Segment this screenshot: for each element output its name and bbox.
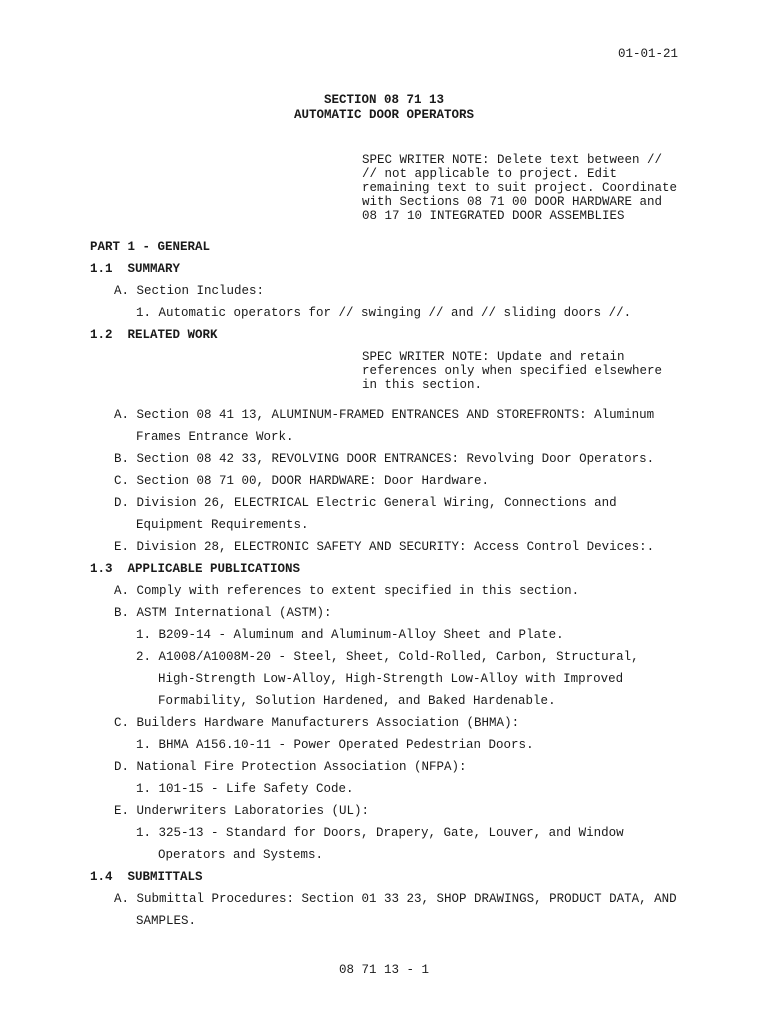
section-title: AUTOMATIC DOOR OPERATORS — [293, 108, 475, 122]
paragraph: A. Section Includes: — [114, 284, 265, 298]
note-line: remaining text to suit project. Coordinate — [362, 181, 678, 195]
paragraph: B. Section 08 42 33, REVOLVING DOOR ENTRANCES: Revolving Door Operators. — [114, 452, 655, 466]
article-heading-related-work: 1.2 RELATED WORK — [90, 328, 218, 342]
paragraph: C. Builders Hardware Manufacturers Association (BHMA): — [114, 716, 520, 730]
note-line: 08 17 10 INTEGRATED DOOR ASSEMBLIES — [362, 209, 625, 223]
article-heading-submittals: 1.4 SUBMITTALS — [90, 870, 203, 884]
subparagraph: 1. 101-15 - Life Safety Code. — [136, 782, 354, 796]
section-number: SECTION 08 71 13 — [323, 93, 445, 107]
page-number: 08 71 13 - 1 — [338, 963, 429, 977]
subparagraph: 1. Automatic operators for // swinging // and // sliding doors //. — [136, 306, 632, 320]
note-line: // not applicable to project. Edit — [362, 167, 618, 181]
note-line: SPEC WRITER NOTE: Delete text between // — [362, 153, 663, 167]
subparagraph: 1. BHMA A156.10-11 - Power Operated Pedestrian Doors. — [136, 738, 534, 752]
article-heading-applicable-publications: 1.3 APPLICABLE PUBLICATIONS — [90, 562, 301, 576]
paragraph: A. Comply with references to extent specified in this section. — [114, 584, 580, 598]
note-line: in this section. — [362, 378, 483, 392]
subparagraph-continuation: High-Strength Low-Alloy, High-Strength Low-Alloy with Improved — [158, 672, 624, 686]
paragraph-continuation: Equipment Requirements. — [136, 518, 309, 532]
note-line: references only when specified elsewhere — [362, 364, 663, 378]
subparagraph-continuation: Operators and Systems. — [158, 848, 324, 862]
paragraph: A. Section 08 41 13, ALUMINUM-FRAMED ENTRANCES AND STOREFRONTS: Aluminum — [114, 408, 655, 422]
paragraph: C. Section 08 71 00, DOOR HARDWARE: Door Hardware. — [114, 474, 490, 488]
subparagraph: 2. A1008/A1008M-20 - Steel, Sheet, Cold-Rolled, Carbon, Structural, — [136, 650, 639, 664]
paragraph-continuation: Frames Entrance Work. — [136, 430, 294, 444]
paragraph: B. ASTM International (ASTM): — [114, 606, 332, 620]
paragraph: D. National Fire Protection Association (NFPA): — [114, 760, 467, 774]
note-line: with Sections 08 71 00 DOOR HARDWARE and — [362, 195, 663, 209]
paragraph: E. Division 28, ELECTRONIC SAFETY AND SECURITY: Access Control Devices:. — [114, 540, 655, 554]
paragraph: D. Division 26, ELECTRICAL Electric General Wiring, Connections and — [114, 496, 617, 510]
subparagraph-continuation: Formability, Solution Hardened, and Baked Hardenable. — [158, 694, 556, 708]
note-line: SPEC WRITER NOTE: Update and retain — [362, 350, 625, 364]
paragraph: E. Underwriters Laboratories (UL): — [114, 804, 370, 818]
paragraph-continuation: SAMPLES. — [136, 914, 197, 928]
subparagraph: 1. B209-14 - Aluminum and Aluminum-Alloy Sheet and Plate. — [136, 628, 564, 642]
paragraph: A. Submittal Procedures: Section 01 33 23, SHOP DRAWINGS, PRODUCT DATA, AND — [114, 892, 677, 906]
header-date: 01-01-21 — [618, 47, 679, 61]
subparagraph: 1. 325-13 - Standard for Doors, Drapery, Gate, Louver, and Window — [136, 826, 624, 840]
article-heading-summary: 1.1 SUMMARY — [90, 262, 181, 276]
part-heading: PART 1 - GENERAL — [90, 240, 211, 254]
